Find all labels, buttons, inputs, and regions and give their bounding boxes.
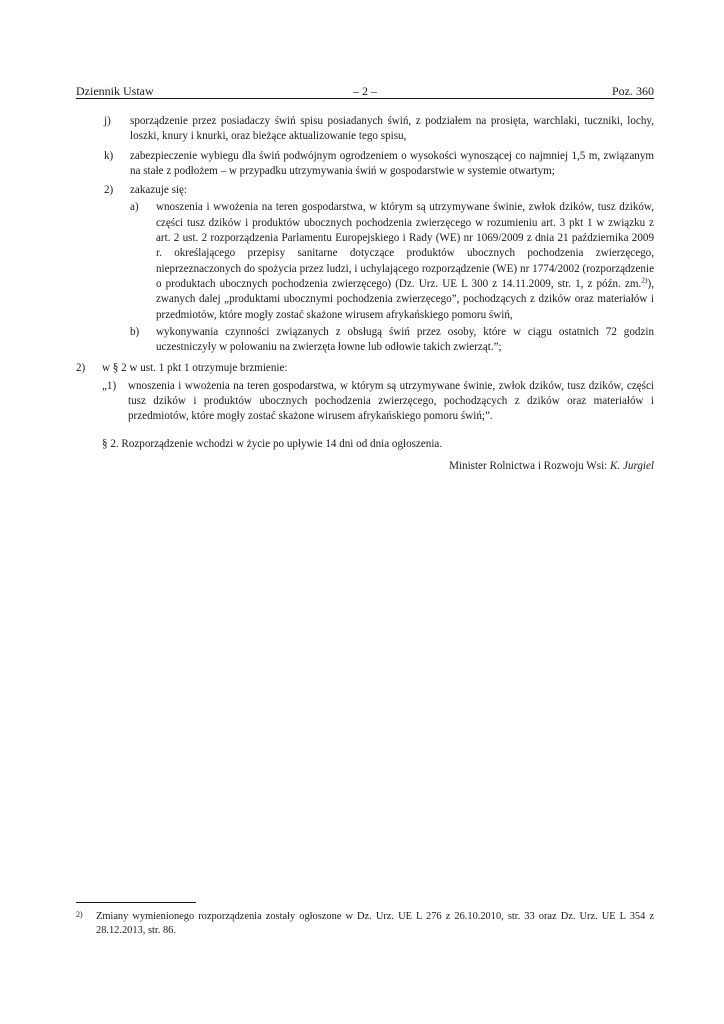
item-text	[156, 200, 654, 322]
item-text: w § 2 w ust. 1 pkt 1 otrzymuje brzmienie:	[102, 362, 288, 375]
item-label: a)	[130, 201, 139, 214]
item-text: wnoszenia i wwożenia na teren gospodarstwa, w którym są utrzymywane świnie, zwłok dzików, tusz dzików, części tusz dzików i produktów ubocznych pochodzenia zwierzęcego, pochodzących z dzików oraz materiałów i przedmiotów, które mogły zostać skażone wirusem afrykańskiego pomoru świń;”.	[128, 379, 654, 423]
quoted-item-1	[102, 379, 654, 425]
footnote-mark: 2)	[76, 910, 83, 919]
item-label: b)	[130, 325, 140, 338]
item-text-part: ), zwanych dalej „produktami ubocznymi pochodzenia zwierzęcego”, pochodzących z dzików oraz materiałów i przedmiotów, które mogły zostać skażone wirusem afrykańskiego pomoru świń,	[156, 277, 654, 321]
point-2-amendment	[76, 361, 654, 424]
list-item-a	[130, 200, 654, 322]
signature-name: K. Jurgiel	[610, 460, 654, 472]
position-number: Poz. 360	[612, 84, 654, 98]
list-item-j	[104, 114, 654, 145]
item-text: sporządzenie przez posiadaczy świń spisu posiadanych świń, z podziałem na prosięta, warchlaki, tuczniki, lochy, loszki, knury i knurki, oraz bieżące aktualizowanie tego spisu,	[130, 115, 654, 143]
item-text: zabezpieczenie wybiegu dla świń podwójnym ogrodzeniem o wysokości wynoszącej co najmniej 1,5 m, związanym na stałe z podłożem – w przypadku utrzymywania świń w gospodarstwie w systemie otwartym;	[130, 149, 654, 177]
item-label: j)	[104, 115, 111, 127]
paragraph-2-entry-into-force: § 2. Rozporządzenie wchodzi w życie po upływie 14 dni od dnia ogłoszenia.	[102, 437, 443, 450]
item-text: zakazuje się:	[130, 184, 187, 197]
item-label: 2)	[104, 184, 114, 197]
signature-title: Minister Rolnictwa i Rozwoju Wsi:	[449, 460, 611, 472]
item-text-part: wnoszenia i wwożenia na teren gospodarstwa, w którym są utrzymywane świnie, zwłok dzików, tusz dzików, części tusz dzików i produktów ubocznych pochodzenia zwierzęcego w rozumieniu art. 3 pkt 1 w związku z art. 2 ust. 2 rozporządzenia Parlamentu Europejskiego i Rady (WE) nr 1069/2009 z dnia 21 października 2009 r. określającego przepisy sanitarne dotyczące produktów ubocznych pochodzenia zwierzęcego, nieprzeznaczonych do spożycia przez ludzi, i uchylającego rozporządzenie (WE) nr 1774/2002 (rozporządzenie o produktach ubocznych pochodzenia zwierzęcego) (Dz. Urz. UE L 300 z 14.11.2009, str. 1, z późn. zm.	[156, 201, 654, 290]
item-label: „1)	[102, 379, 117, 392]
signature-line	[449, 460, 654, 472]
footnote-divider	[76, 902, 196, 903]
header-divider	[76, 98, 654, 99]
item-text: wykonywania czynności związanych z obsługą świń przez osoby, które w ciągu ostatnich 72 godzin uczestniczyły w polowaniu na zwierzęta łowne lub odłowie takich zwierząt.”;	[156, 325, 654, 354]
footnote-text: Zmiany wymienionego rozporządzenia zostały ogłoszone w Dz. Urz. UE L 276 z 26.10.2010, str. 33 oraz Dz. Urz. UE L 354 z 28.12.2013, str. 86.	[96, 911, 654, 936]
item-label: k)	[104, 149, 114, 162]
footnote-reference: 2)	[641, 275, 648, 285]
list-item-b	[130, 325, 654, 356]
footnote	[76, 910, 654, 938]
page-number: – 2 –	[353, 84, 377, 98]
item-label: 2)	[76, 362, 86, 375]
list-item-k	[104, 149, 654, 180]
journal-title: Dziennik Ustaw	[76, 84, 154, 98]
document-body	[76, 110, 654, 452]
point-2-prohibitions	[104, 183, 654, 355]
